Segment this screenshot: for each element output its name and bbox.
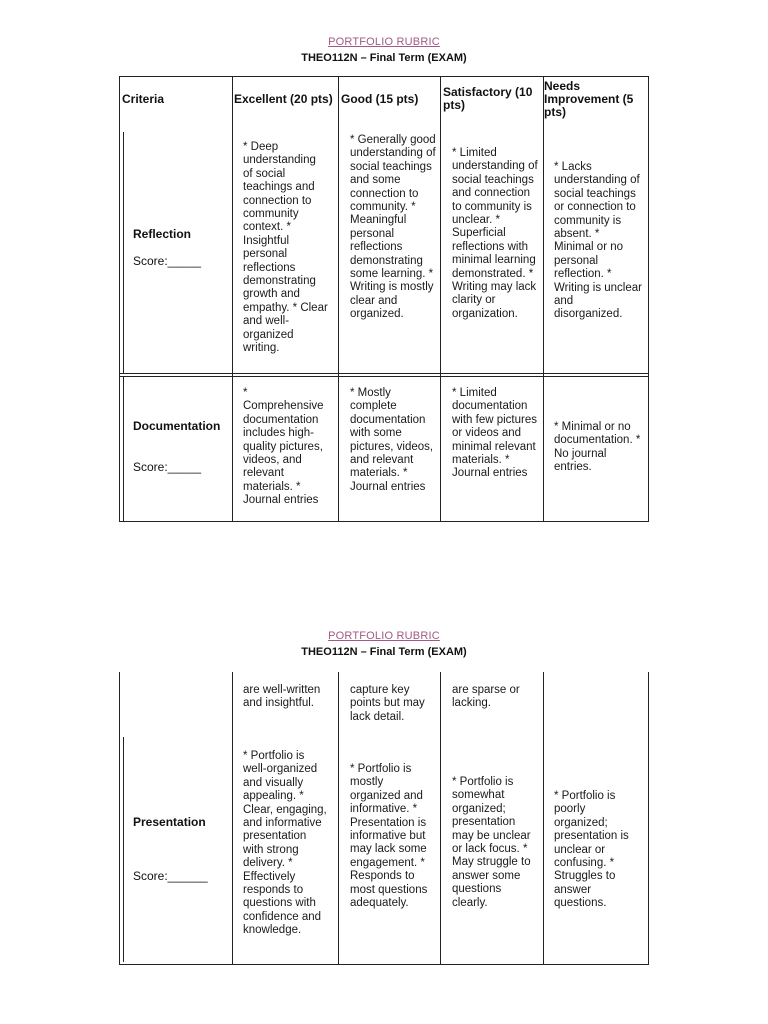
criteria-reflection: Reflection [133,227,192,241]
page1-header [0,36,768,64]
table-rule [232,672,233,965]
reflection-excellent: * Deep understanding of social teachings and connection to community context. * Insightful personal reflections demonstrating growth and empathy. * Clear and well-organized writing. [243,141,328,355]
score-field: Score:_____ [133,254,202,268]
table-rule [119,376,649,377]
table-rule [119,964,649,965]
continued-excellent: are well-written and insightful. [243,684,321,710]
table-rule [119,672,120,965]
table-rule [123,377,124,522]
table-rule [232,76,233,522]
table-rule [119,373,649,374]
documentation-excellent: * Comprehensive documentation includes high-quality pictures, videos, and relevant materials. * Journal entries [243,387,324,507]
table-rule [123,737,124,962]
table-rule [543,672,544,965]
header-needs-improvement: Needs Improvement (5 pts) [544,79,634,119]
reflection-satisfactory: * Limited understanding of social teachings and connection to community is unclear. * Superficial reflections with minimal learning demonstrated. * Writing may lack clarity or organization. [452,147,538,320]
rubric-title: PORTFOLIO RUBRIC [328,630,440,642]
reflection-good: * Generally good understanding of social teachings and some connection to community. * Meaningful personal reflections demonstrating some learning. * Writing is mostly clear and organized. [350,134,436,321]
rubric-title: PORTFOLIO RUBRIC [328,36,440,48]
continued-good: capture key points but may lack detail. [350,684,425,723]
table-rule [543,76,544,522]
documentation-needs-improvement: * Minimal or no documentation. * No journal entries. [554,421,641,474]
table-rule [440,672,441,965]
presentation-satisfactory: * Portfolio is somewhat organized; presentation may be unclear or lack focus. * May struggle to answer some questions clearly. [452,776,531,909]
documentation-good: * Mostly complete documentation with some pictures, videos, and relevant materials. * Journal entries [350,387,434,493]
presentation-excellent: * Portfolio is well-organized and visually appealing. * Clear, engaging, and informative presentation with strong delivery. * Effectively responds to questions with confidence and knowledge. [243,750,327,937]
header-good: Good (15 pts) [341,92,419,106]
table-rule [123,132,124,374]
score-field: Score:_____ [133,460,202,474]
continued-satisfactory: are sparse or lacking. [452,684,520,710]
presentation-needs-improvement: * Portfolio is poorly organized; presentation is unclear or confusing. * Struggles to answer questions. [554,790,629,910]
table-rule [648,672,649,965]
documentation-satisfactory: * Limited documentation with few pictures or videos and minimal relevant materials. * Journal entries [452,387,538,480]
table-rule [338,76,339,522]
presentation-good: * Portfolio is mostly organized and informative. * Presentation is informative but may lack some engagement. * Responds to most questions adequately. [350,763,428,910]
header-excellent: Excellent (20 pts) [234,92,333,106]
course-title: THEO112N – Final Term (EXAM) [301,646,467,658]
header-satisfactory: Satisfactory (10 pts) [443,85,533,112]
table-rule [648,76,649,522]
course-title: THEO112N – Final Term (EXAM) [301,52,467,64]
criteria-documentation: Documentation [133,419,221,433]
reflection-needs-improvement: * Lacks understanding of social teachings or connection to community is absent. * Minimal or no personal reflection. * Writing is unclear and disorganized. [554,161,642,321]
criteria-presentation: Presentation [133,815,206,829]
table-rule [119,76,120,522]
table-rule [338,672,339,965]
table-rule [440,76,441,522]
score-field: Score:______ [133,869,208,883]
page2-header [0,630,768,658]
table-rule [119,521,649,522]
header-criteria: Criteria [122,92,165,106]
table-rule [119,76,649,77]
